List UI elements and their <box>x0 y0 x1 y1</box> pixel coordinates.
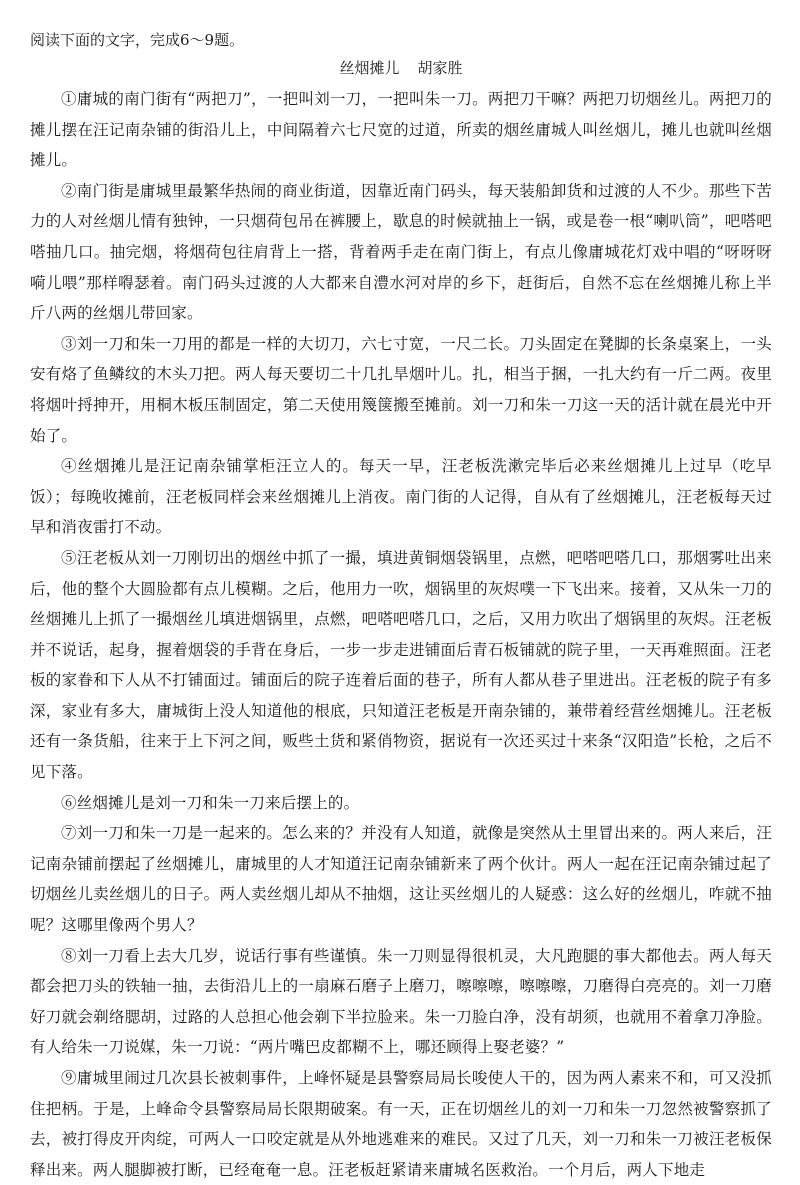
paragraph-7: ⑦刘一刀和朱一刀是一起来的。怎么来的？并没有人知道，就像是突然从土里冒出来的。两人来后，汪记南杂铺前摆起了丝烟摊儿，庸城里的人才知道汪记南杂铺新来了两个伙计。两人一起在汪记南杂铺过起了切烟丝儿卖丝烟儿的日子。两人卖丝烟儿却从不抽烟，这让买丝烟儿的人疑惑：这么好的丝烟儿，咋就不抽呢？这哪里像两个男人？ <box>30 824 772 935</box>
paragraph-4: ④丝烟摊儿是汪记南杂铺掌柜汪立人的。每天一早，汪老板洗漱完毕后必来丝烟摊儿上过早（吃早饭）；每晚收摊前，汪老板同样会来丝烟摊儿上消夜。南门街的人记得，自从有了丝烟摊儿，汪老板每天过早和消夜雷打不动。 <box>30 457 772 537</box>
question-instruction: 阅读下面的文字，完成6～9题。 <box>30 31 245 49</box>
paragraph-1: ①庸城的南门街有“两把刀”，一把叫刘一刀，一把叫朱一刀。两把刀干嘛？两把刀切烟丝儿。两把刀的摊儿摆在汪记南杂铺的街沿儿上，中间隔着六七尺宽的过道，所卖的烟丝庸城人叫丝烟儿，摊儿也就叫丝烟摊儿。 <box>30 90 772 170</box>
article-author: 胡家胜 <box>417 59 463 77</box>
paragraph-3: ③刘一刀和朱一刀用的都是一样的大切刀，六七寸宽，一尺二长。刀头固定在凳脚的长条桌案上，一头安有烙了鱼鳞纹的木头刀把。两人每天要切二十几扎旱烟叶儿。扎，相当于捆，一扎大约有一斤二两。夜里将烟叶捋抻开，用桐木板压制固定，第二天使用篾箧搬至摊前。刘一刀和朱一刀这一天的活计就在晨光中开始了。 <box>30 334 772 445</box>
paragraph-8: ⑧刘一刀看上去大几岁，说话行事有些谨慎。朱一刀则显得很机灵，大凡跑腿的事大都他去。两人每天都会把刀头的铁轴一抽，去街沿儿上的一扇麻石磨子上磨刀，嚓嚓嚓，嚓嚓嚓，刀磨得白亮亮的。刘一刀磨好刀就会剃络腮胡，过路的人总担心他会剃下半拉脸来。朱一刀脸白净，没有胡须，也就用不着拿刀净脸。有人给朱一刀说媒，朱一刀说：“两片嘴巴皮都糊不上，哪还顾得上娶老婆？” <box>30 946 772 1057</box>
paragraph-9: ⑨庸城里闹过几次县长被刺事件，上峰怀疑是县警察局局长唆使人干的，因为两人素来不和，可又没抓住把柄。于是，上峰命令县警察局局长限期破案。有一天，正在切烟丝儿的刘一刀和朱一刀忽然被警察抓了去，被打得皮开肉绽，可两人一口咬定就是从外地逃难来的难民。又过了几天，刘一刀和朱一刀被汪老板保释出来。两人腿脚被打断，已经奄奄一息。汪老板赶紧请来庸城名医救治。一个月后，两人下地走 <box>30 1069 772 1179</box>
article-title-line <box>30 58 772 78</box>
paragraph-2: ②南门街是庸城里最繁华热闹的商业街道，因靠近南门码头，每天装船卸货和过渡的人不少。那些下苦力的人对丝烟儿情有独钟，一只烟荷包吊在裤腰上，歇息的时候就抽上一锅，或是卷一根“喇叭筒”，吧嗒吧嗒抽几口。抽完烟，将烟荷包往肩背上一搭，背着两手走在南门街上，有点儿像庸城花灯戏中唱的“呀呀呀嗬儿喂”那样嘚瑟着。南门码头过渡的人大都来自澧水河对岸的乡下，赶街后，自然不忘在丝烟摊儿称上半斤八两的丝烟儿带回家。 <box>30 181 772 323</box>
paragraph-5: ⑤汪老板从刘一刀刚切出的烟丝中抓了一撮，填进黄铜烟袋锅里，点燃，吧嗒吧嗒几口，那烟雾吐出来后，他的整个大圆脸都有点儿模糊。之后，他用力一吹，烟锅里的灰烬噗一下飞出来。接着，又从朱一刀的丝烟摊儿上抓了一撮烟丝儿填进烟锅里，点燃，吧嗒吧嗒几口，之后，又用力吹出了烟锅里的灰烬。汪老板并不说话，起身，握着烟袋的手背在身后，一步一步走进铺面后青石板铺就的院子里，一天再难照面。汪老板的家眷和下人从不打铺面过。铺面后的院子连着后面的巷子，所有人都从巷子里进出。汪老板的院子有多深，家业有多大，庸城街上没人知道他的根底，只知道汪老板是开南杂铺的，兼带着经营丝烟摊儿。汪老板还有一条货船，往来于上下河之间，贩些土货和紧俏物资，据说有一次还买过十来条“汉阳造”长枪，之后不见下落。 <box>30 548 772 782</box>
paragraph-6: ⑥丝烟摊儿是刘一刀和朱一刀来后摆上的。 <box>61 793 360 812</box>
article-title: 丝烟摊儿 <box>339 59 400 77</box>
